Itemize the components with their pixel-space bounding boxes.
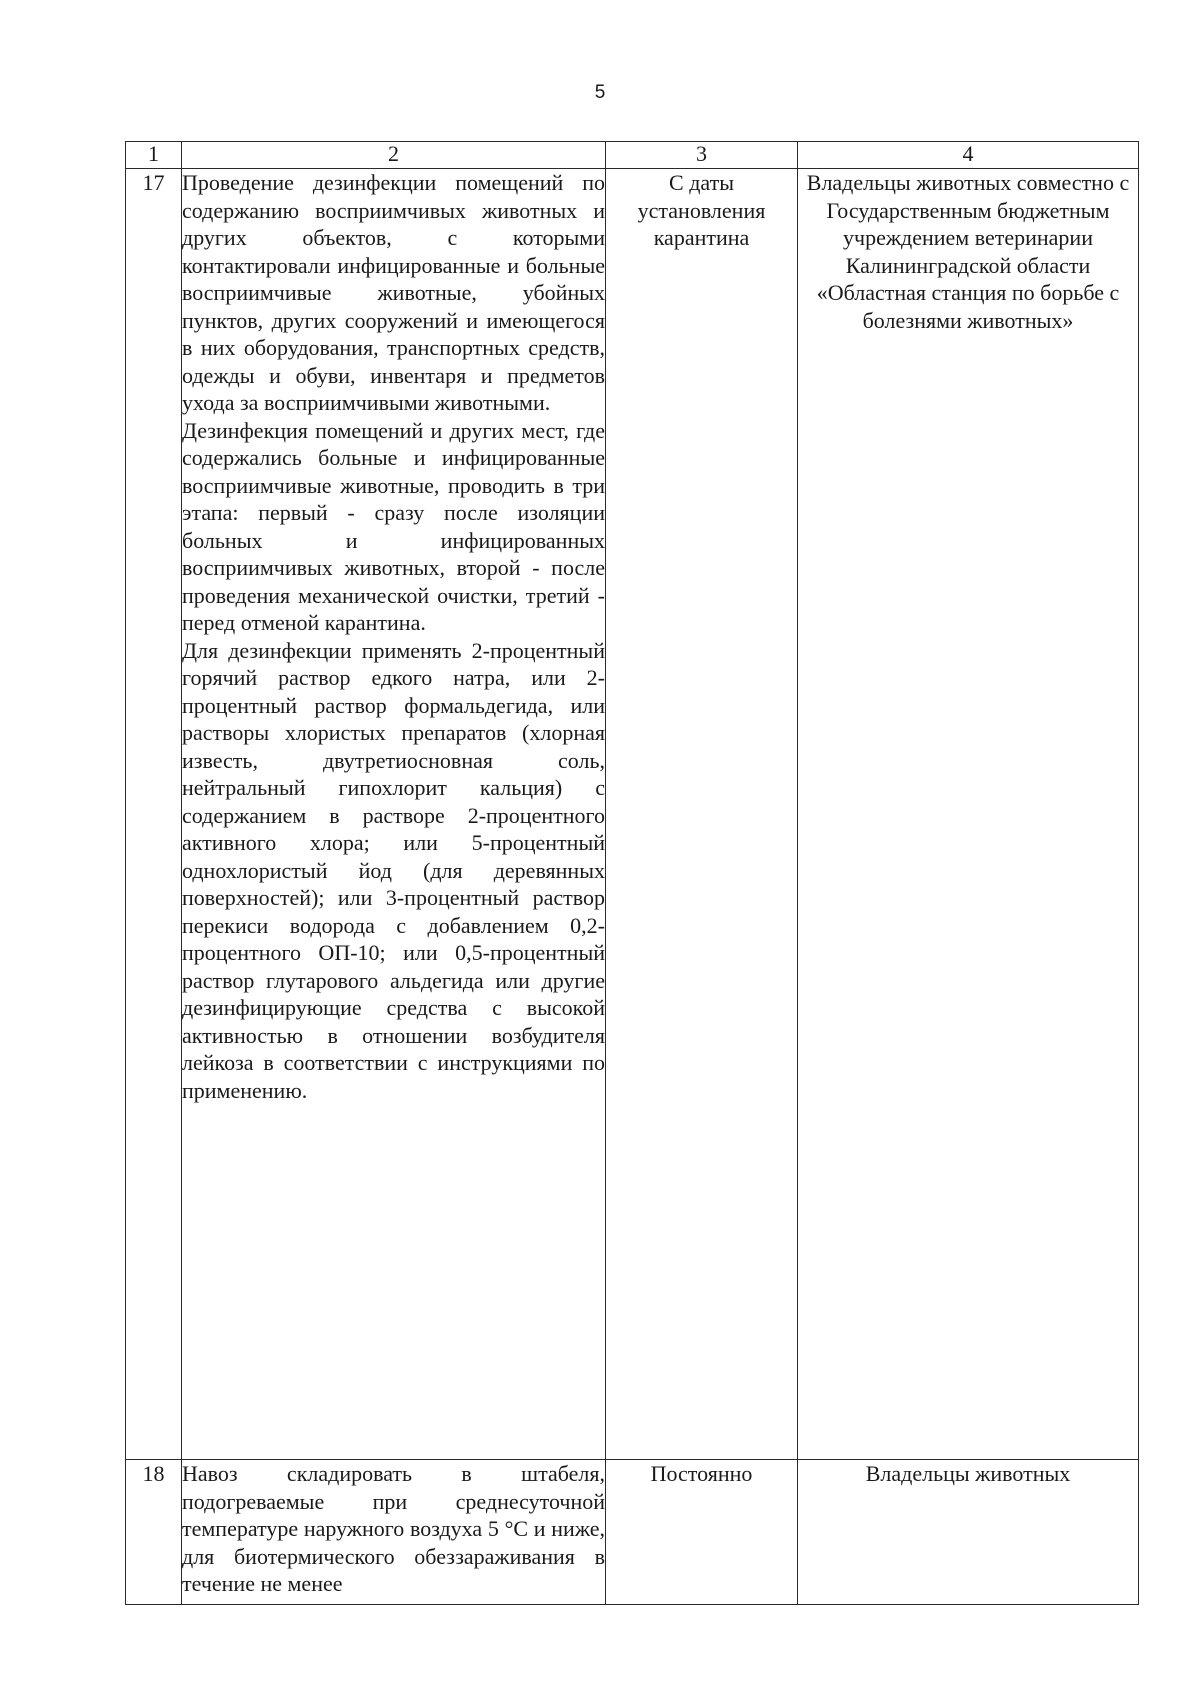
measure-paragraph: Для дезинфекции применять 2-процентный горячий раствор едкого натра, или 2-процентный раствор формальдегида, или растворы хлористых препаратов (хлорная известь, двутретиосновная соль, нейтральный гипохлорит кальция) с содержанием в растворе 2-процентного активного хлора; или 5-процентный однохлористый йод (для деревянных поверхностей); или 3-процентный раствор перекиси водорода с добавлением 0,2-процентного ОП-10; или 0,5-процентный раствор глутарового альдегида или другие дезинфицирующие средства с высокой активностью в отношении возбудителя лейкоза в соответствии с инструкциями по применению. xyxy=(182,637,605,1103)
column-header-3: 3 xyxy=(606,142,798,169)
row-number: 18 xyxy=(126,1460,182,1605)
measure-paragraph: Навоз складировать в штабеля, подогреваемые при среднесуточной температуре наружного воздуха 5 °С и ниже, для биотермического обеззараживания в течение не менее xyxy=(182,1461,605,1596)
column-header-2: 2 xyxy=(182,142,606,169)
table-row xyxy=(126,1460,1139,1605)
table-row xyxy=(126,169,1139,1460)
page-number: 5 xyxy=(594,82,606,103)
measure-description xyxy=(182,169,606,1460)
column-header-1: 1 xyxy=(126,142,182,169)
measure-responsible: Владельцы животных совместно с Государственным бюджетным учреждением ветеринарии Калининградской области «Областная станция по борьбе с болезнями животных» xyxy=(798,169,1139,1460)
measure-paragraph: Проведение дезинфекции помещений по содержанию восприимчивых животных и других объектов, с которыми контактировали инфицированные и больные восприимчивые животные, убойных пунктов, других сооружений и имеющегося в них оборудования, транспортных средств, одежды и обуви, инвентаря и предметов ухода за восприимчивыми животными. xyxy=(182,170,605,415)
column-header-4: 4 xyxy=(798,142,1139,169)
row-number: 17 xyxy=(126,169,182,1460)
measure-responsible: Владельцы животных xyxy=(798,1460,1139,1605)
measures-table xyxy=(125,141,1139,1605)
measure-term: С даты установления карантина xyxy=(606,169,798,1460)
measure-paragraph: Дезинфекция помещений и других мест, где содержались больные и инфицированные восприимчивые животные, проводить в три этапа: первый - сразу после изоляции больных и инфицированных восприимчивых животных, второй - после проведения механической очистки, третий - перед отменой карантина. xyxy=(182,417,605,635)
measure-description xyxy=(182,1460,606,1605)
measure-term: Постоянно xyxy=(606,1460,798,1605)
table-header-row xyxy=(126,142,1139,169)
